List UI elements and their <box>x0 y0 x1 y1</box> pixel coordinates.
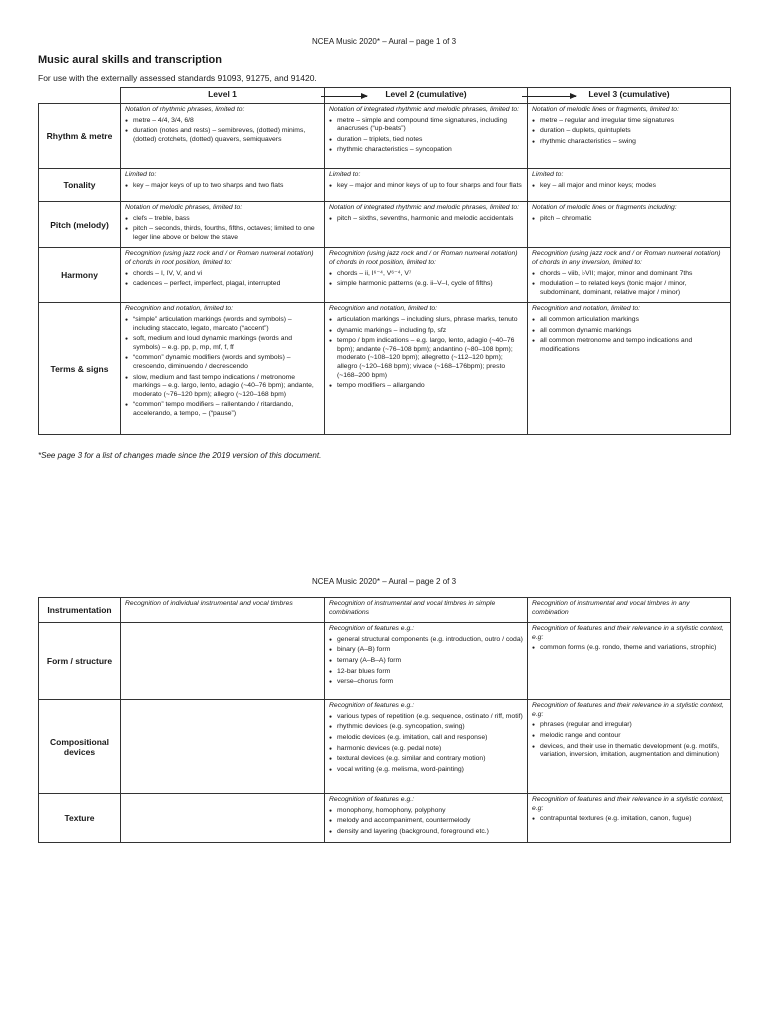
cell-intro: Recognition (using jazz rock and / or Roman numeral notation) of chords in root position, limited to: <box>125 250 314 266</box>
running-header: NCEA Music 2020* – Aural – page 1 of 3 <box>311 37 457 46</box>
list-item: ● soft, medium and loud dynamic markings (words and symbols) – e.g. pp, p, mp, mf, f, ff <box>125 335 320 352</box>
cell-intro: Recognition of features e.g.: <box>329 625 415 633</box>
row-heading: Rhythm & metre <box>39 104 121 169</box>
bullet-list <box>125 117 320 145</box>
list-item: ● duration (notes and rests) – semibreves, (dotted) minims, (dotted) crotchets, (dotted) quavers, semiquavers <box>125 127 320 144</box>
cell-intro: Recognition and notation, limited to: <box>532 305 641 313</box>
bullet-list <box>532 270 726 298</box>
table-row-terms-signs <box>39 303 731 435</box>
level-3-cell <box>528 169 731 202</box>
list-item: ● melody and accompaniment, countermelody <box>329 817 523 826</box>
list-item: ● all common dynamic markings <box>532 327 726 336</box>
cell-intro: Recognition and notation, limited to: <box>329 305 438 313</box>
list-item: ● general structural components (e.g. introduction, outro / coda) <box>329 636 523 645</box>
cell-intro: Recognition of features and their relevance in a stylistic context, e.g: <box>532 625 724 641</box>
level-3-header: Level 3 (cumulative) <box>528 88 731 104</box>
level-2-cell <box>325 700 528 794</box>
cell-intro: Recognition of features and their relevance in a stylistic context, e.g: <box>532 702 724 718</box>
list-item: ● simple harmonic patterns (e.g. ii–V–I, cycle of fifths) <box>329 280 523 289</box>
bullet-list <box>329 270 523 289</box>
cell-intro: Notation of melodic lines or fragments including: <box>532 204 677 211</box>
cell-intro: Notation of melodic phrases, limited to: <box>125 204 243 211</box>
bullet-list <box>329 215 523 224</box>
arrow-right-icon <box>522 96 576 97</box>
table-row-form-structure <box>39 623 731 700</box>
list-item: ● melodic range and contour <box>532 732 726 741</box>
cell-intro: Recognition (using jazz rock and / or Roman numeral notation) of chords in any inversion, limited to: <box>532 250 721 266</box>
table-row-instrumentation <box>39 598 731 623</box>
level-2-cell <box>325 202 528 248</box>
cell-intro: Recognition and notation, limited to: <box>125 305 234 313</box>
list-item: ● 12-bar blues form <box>329 668 523 677</box>
level-3-cell <box>528 598 731 623</box>
list-item: ● key – major and minor keys of up to four sharps and four flats <box>329 182 523 191</box>
list-item: ● cadences – perfect, imperfect, plagal, interrupted <box>125 280 320 289</box>
level-3-cell <box>528 623 731 700</box>
list-item: ● slow, medium and fast tempo indications / metronome markings – e.g. largo, lento, adagio (~40–76 bpm); andante, moderato (~76–120 bpm); allegro (~120–168 bpm) <box>125 374 320 400</box>
row-heading: Pitch (melody) <box>39 202 121 248</box>
cell-intro: Recognition (using jazz rock and / or Roman numeral notation) of chords in root position, limited to: <box>329 250 518 266</box>
list-item: ● duration – triplets, tied notes <box>329 136 523 145</box>
cell-intro: Notation of integrated rhythmic and melodic phrases, limited to: <box>329 204 520 211</box>
level-2-cell <box>325 248 528 303</box>
document-page-2 <box>38 572 730 843</box>
list-item: ● vocal writing (e.g. melisma, word-painting) <box>329 766 523 775</box>
row-heading: Tonality <box>39 169 121 202</box>
list-item: ● various types of repetition (e.g. sequence, ostinato / riff, motif) <box>329 713 523 722</box>
list-item: ● verse–chorus form <box>329 678 523 687</box>
level-1-cell <box>121 623 325 700</box>
list-item: ● contrapuntal textures (e.g. imitation, canon, fugue) <box>532 815 726 824</box>
level-3-cell <box>528 104 731 169</box>
list-item: ● duration – duplets, quintuplets <box>532 127 726 136</box>
list-item: ● common forms (e.g. rondo, theme and variations, strophic) <box>532 644 726 653</box>
level-3-cell <box>528 303 731 435</box>
bullet-list <box>532 117 726 147</box>
table-row-rhythm-metre <box>39 104 731 169</box>
list-item: ● chords – viib, ♭VII; major, minor and dominant 7ths <box>532 270 726 279</box>
list-item: ● modulation – to related keys (tonic major / minor, subdominant, dominant, relative major / minor) <box>532 280 726 297</box>
cell-intro: Recognition of instrumental and vocal timbres in any combination <box>532 600 690 616</box>
cell-intro: Limited to: <box>329 171 361 178</box>
row-heading: Terms & signs <box>39 303 121 435</box>
list-item: ● metre – simple and compound time signatures, including anacruses (“up-beats”) <box>329 117 523 134</box>
level-1-cell <box>121 248 325 303</box>
list-item: ● monophony, homophony, polyphony <box>329 807 523 816</box>
list-item: ● tempo modifiers – allargando <box>329 382 523 391</box>
document-subtitle: For use with the externally assessed standards 91093, 91275, and 91420. <box>38 73 317 83</box>
list-item: ● pitch – sixths, sevenths, harmonic and melodic accidentals <box>329 215 523 224</box>
bullet-list <box>125 215 320 243</box>
level-2-cell <box>325 794 528 842</box>
list-item: ● ternary (A–B–A) form <box>329 657 523 666</box>
level-1-cell <box>121 598 325 623</box>
document-title: Music aural skills and transcription <box>38 54 222 66</box>
list-item: ● pitch – seconds, thirds, fourths, fifths, octaves; limited to one leger line above or below the stave <box>125 225 320 242</box>
level-1-cell <box>121 303 325 435</box>
bullet-list <box>329 182 523 191</box>
bullet-list <box>329 807 523 837</box>
table-row-harmony <box>39 248 731 303</box>
bullet-list <box>532 644 726 653</box>
bullet-list <box>329 713 523 775</box>
skills-table-page-2 <box>38 597 731 843</box>
bullet-list <box>329 117 523 155</box>
list-item: ● metre – regular and irregular time signatures <box>532 117 726 126</box>
bullet-list <box>125 182 320 191</box>
row-heading: Harmony <box>39 248 121 303</box>
level-2-cell <box>325 169 528 202</box>
bullet-list <box>532 215 726 224</box>
list-item: ● rhythmic devices (e.g. syncopation, swing) <box>329 723 523 732</box>
level-2-cell <box>325 598 528 623</box>
cell-intro: Limited to: <box>125 171 157 178</box>
row-heading: Compositional devices <box>39 700 121 794</box>
list-item: ● metre – 4/4, 3/4, 6/8 <box>125 117 320 126</box>
list-item: ● articulation markings – including slurs, phrase marks, tenuto <box>329 316 523 325</box>
list-item: ● dynamic markings – including fp, sfz <box>329 327 523 336</box>
table-corner <box>39 88 121 104</box>
bullet-list <box>329 636 523 687</box>
level-3-cell <box>528 202 731 248</box>
list-item: ● all common articulation markings <box>532 316 726 325</box>
level-3-cell <box>528 248 731 303</box>
list-item: ● pitch – chromatic <box>532 215 726 224</box>
level-1-cell <box>121 104 325 169</box>
table-row-texture <box>39 794 731 842</box>
list-item: ● “common” dynamic modifiers (words and symbols) – crescendo, diminuendo / decrescendo <box>125 354 320 371</box>
list-item: ● chords – ii, I⁶⁻⁴, V⁶⁻⁴, V⁷ <box>329 270 523 279</box>
list-item: ● key – all major and minor keys; modes <box>532 182 726 191</box>
list-item: ● binary (A–B) form <box>329 646 523 655</box>
cell-intro: Recognition of features e.g.: <box>329 796 415 804</box>
level-1-cell <box>121 700 325 794</box>
level-1-cell <box>121 169 325 202</box>
cell-intro: Recognition of features e.g.: <box>329 702 415 710</box>
list-item: ● tempo / bpm indications – e.g. largo, lento, adagio (~40–76 bpm); andante (~76–108 bpm); andantino (~80–108 bpm); moderato (~108–120 bpm); allegretto (~112–120 bpm); allegro (~120–168 bpm); vivace (~168–176bpm); presto (~168–200 bpm) <box>329 337 523 380</box>
cell-intro: Notation of melodic lines or fragments, limited to: <box>532 106 679 113</box>
list-item: ● key – major keys of up to two sharps and two flats <box>125 182 320 191</box>
list-item: ● chords – I, IV, V, and vi <box>125 270 320 279</box>
list-item: ● all common metronome and tempo indications and modifications <box>532 337 726 354</box>
cell-intro: Notation of integrated rhythmic and melodic phrases, limited to: <box>329 106 520 113</box>
arrow-right-icon <box>321 96 367 97</box>
cell-intro: Recognition of features and their relevance in a stylistic context, e.g: <box>532 796 724 812</box>
running-header: NCEA Music 2020* – Aural – page 2 of 3 <box>311 577 457 586</box>
list-item: ● “simple” articulation markings (words and symbols) – including staccato, legato, marcato (“accent”) <box>125 316 320 333</box>
level-2-cell <box>325 623 528 700</box>
row-heading: Texture <box>39 794 121 842</box>
level-1-header: Level 1 <box>121 88 325 104</box>
level-2-cell <box>325 104 528 169</box>
cell-intro: Recognition of individual instrumental and vocal timbres <box>125 600 293 607</box>
footnote: *See page 3 for a list of changes made since the 2019 version of this document. <box>38 451 322 461</box>
list-item: ● clefs – treble, bass <box>125 215 320 224</box>
list-item: ● phrases (regular and irregular) <box>532 721 726 730</box>
table-row-compositional-devices <box>39 700 731 794</box>
skills-table-page-1 <box>38 87 731 435</box>
table-row-pitch-melody <box>39 202 731 248</box>
bullet-list <box>125 270 320 289</box>
bullet-list <box>125 316 320 419</box>
list-item: ● density and layering (background, foreground etc.) <box>329 828 523 837</box>
list-item: ● harmonic devices (e.g. pedal note) <box>329 745 523 754</box>
bullet-list <box>532 815 726 824</box>
level-2-header: Level 2 (cumulative) <box>325 88 528 104</box>
level-2-cell <box>325 303 528 435</box>
row-heading: Instrumentation <box>39 598 121 623</box>
bullet-list <box>532 182 726 191</box>
list-item: ● rhythmic characteristics – swing <box>532 138 726 147</box>
list-item: ● “common” tempo modifiers – rallentando / ritardando, accelerando, a tempo, ⌢ (“pause”) <box>125 401 320 418</box>
bullet-list <box>532 316 726 354</box>
list-item: ● melodic devices (e.g. imitation, call and response) <box>329 734 523 743</box>
document-page-1 <box>38 0 730 460</box>
bullet-list <box>532 721 726 759</box>
level-1-cell <box>121 794 325 842</box>
table-row-tonality <box>39 169 731 202</box>
level-3-cell <box>528 794 731 842</box>
list-item: ● rhythmic characteristics – syncopation <box>329 146 523 155</box>
cell-intro: Notation of rhythmic phrases, limited to: <box>125 106 245 113</box>
level-3-cell <box>528 700 731 794</box>
cell-intro: Recognition of instrumental and vocal timbres in simple combinations <box>329 600 496 616</box>
row-heading: Form / structure <box>39 623 121 700</box>
cell-intro: Limited to: <box>532 171 564 178</box>
bullet-list <box>329 316 523 391</box>
level-1-cell <box>121 202 325 248</box>
list-item: ● devices, and their use in thematic development (e.g. motifs, variation, inversion, imitation, augmentation and diminution) <box>532 743 726 760</box>
list-item: ● textural devices (e.g. similar and contrary motion) <box>329 755 523 764</box>
